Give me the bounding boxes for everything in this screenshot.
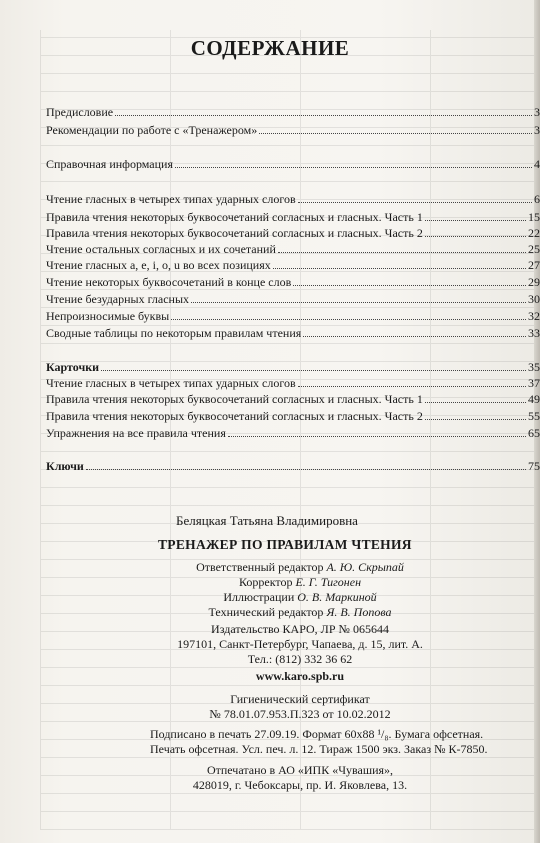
toc-entry-page: 3 bbox=[534, 105, 540, 119]
toc-leader-dots bbox=[293, 274, 526, 286]
toc-entry bbox=[46, 156, 540, 172]
toc-entry-label: Предисловие bbox=[46, 105, 114, 119]
page-title: СОДЕРЖАНИЕ bbox=[190, 36, 350, 60]
toc-leader-dots bbox=[298, 191, 532, 203]
printer-line-1: Отпечатано в АО «ИПК «Чувашия», bbox=[206, 763, 394, 777]
toc-entry bbox=[46, 375, 540, 391]
toc-leader-dots bbox=[278, 241, 526, 253]
certificate-line-2: № 78.01.07.953.П.323 от 10.02.2012 bbox=[209, 707, 391, 721]
toc-entry-page: 35 bbox=[528, 360, 540, 374]
toc-entry bbox=[46, 257, 540, 273]
toc-entry-label: Правила чтения некоторых буквосочетаний согласных и гласных. Часть 2 bbox=[46, 409, 423, 423]
toc-entry bbox=[46, 191, 540, 207]
toc-entry bbox=[46, 104, 540, 120]
print-info-line-1: Подписано в печать 27.09.19. Формат 60x88 ¹/₈. Бумага офсетная. bbox=[150, 727, 484, 741]
toc-leader-dots bbox=[425, 408, 526, 420]
publisher-line-1: Издательство КАРО, ЛР № 065644 bbox=[211, 622, 389, 636]
publisher-line-3: Тел.: (812) 332 36 62 bbox=[247, 652, 353, 666]
toc-entry-label: Упражнения на все правила чтения bbox=[46, 426, 226, 440]
toc-entry bbox=[46, 359, 540, 375]
toc-entry-label: Чтение некоторых буквосочетаний в конце слов bbox=[46, 275, 292, 289]
publisher-block bbox=[150, 622, 450, 667]
toc-leader-dots bbox=[425, 209, 526, 221]
toc-entry bbox=[46, 225, 540, 241]
toc-entry bbox=[46, 122, 540, 138]
certificate-line-1: Гигиенический сертификат bbox=[230, 692, 370, 706]
toc-entry-page: 27 bbox=[528, 258, 540, 272]
toc-entry-label: Карточки bbox=[46, 360, 100, 374]
toc-leader-dots bbox=[425, 391, 526, 403]
toc-entry-page: 6 bbox=[534, 192, 540, 206]
toc-entry-label: Правила чтения некоторых буквосочетаний согласных и гласных. Часть 2 bbox=[46, 226, 423, 240]
toc-entry-page: 3 bbox=[534, 123, 540, 137]
publisher-website: www.karo.spb.ru bbox=[255, 669, 345, 683]
toc-entry-page: 55 bbox=[528, 409, 540, 423]
toc-entry bbox=[46, 408, 540, 424]
toc-entry-page: 32 bbox=[528, 309, 540, 323]
certificate-block bbox=[150, 692, 450, 722]
toc-leader-dots bbox=[259, 122, 532, 134]
toc-entry-page: 37 bbox=[528, 376, 540, 390]
toc-leader-dots bbox=[175, 156, 532, 168]
book-title: ТРЕНАЖЕР ПО ПРАВИЛАМ ЧТЕНИЯ bbox=[158, 537, 412, 552]
toc-entry bbox=[46, 458, 540, 474]
toc-entry-label: Справочная информация bbox=[46, 157, 173, 171]
toc-entry bbox=[46, 291, 540, 307]
toc-entry-page: 33 bbox=[528, 326, 540, 340]
toc-entry-page: 65 bbox=[528, 426, 540, 440]
toc-entry bbox=[46, 325, 540, 341]
print-info-line-2: Печать офсетная. Усл. печ. л. 12. Тираж 1500 экз. Заказ № К-7850. bbox=[150, 742, 488, 756]
toc-leader-dots bbox=[303, 325, 526, 337]
toc-entry-label: Непроизносимые буквы bbox=[46, 309, 170, 323]
printer-line-2: 428019, г. Чебоксары, пр. И. Яковлева, 13. bbox=[192, 778, 408, 792]
toc-entry-label: Чтение гласных a, e, i, o, u во всех позициях bbox=[46, 258, 271, 272]
toc-entry-label: Чтение гласных в четырех типах ударных слогов bbox=[46, 192, 296, 206]
toc-leader-dots bbox=[115, 104, 532, 116]
toc-entry bbox=[46, 241, 540, 257]
toc-entry-page: 25 bbox=[528, 242, 540, 256]
toc-entry-page: 15 bbox=[528, 210, 540, 224]
toc-entry-page: 29 bbox=[528, 275, 540, 289]
credits-block bbox=[150, 560, 450, 620]
toc-entry-label: Чтение безударных гласных bbox=[46, 292, 190, 306]
toc-leader-dots bbox=[86, 458, 526, 470]
toc-leader-dots bbox=[228, 425, 526, 437]
toc-entry-label: Ключи bbox=[46, 459, 84, 473]
toc-entry bbox=[46, 308, 540, 324]
toc-entry-label: Сводные таблицы по некоторым правилам чтения bbox=[46, 326, 302, 340]
toc-entry-label: Рекомендации по работе с «Тренажером» bbox=[46, 123, 258, 137]
toc-entry bbox=[46, 391, 540, 407]
toc-entry-label: Чтение гласных в четырех типах ударных слогов bbox=[46, 376, 296, 390]
credit-corrector: Корректор Е. Г. Тигонен bbox=[238, 575, 362, 589]
toc-entry bbox=[46, 274, 540, 290]
toc-leader-dots bbox=[171, 308, 526, 320]
credit-tech-editor: Технический редактор Я. В. Попова bbox=[208, 605, 392, 619]
toc-entry-page: 30 bbox=[528, 292, 540, 306]
print-info-block bbox=[150, 727, 488, 757]
publisher-line-2: 197101, Санкт-Петербург, Чапаева, д. 15, лит. А. bbox=[177, 637, 423, 651]
toc-leader-dots bbox=[101, 359, 526, 371]
toc-entry-page: 22 bbox=[528, 226, 540, 240]
credit-editor: Ответственный редактор А. Ю. Скрыпай bbox=[196, 560, 404, 574]
toc-entry-page: 4 bbox=[534, 157, 540, 171]
author-name: Беляцкая Татьяна Владимировна bbox=[176, 513, 358, 528]
toc-entry-page: 49 bbox=[528, 392, 540, 406]
toc-leader-dots bbox=[298, 375, 526, 387]
printer-block bbox=[150, 763, 450, 793]
toc-leader-dots bbox=[273, 257, 526, 269]
credit-illustrations: Иллюстрации О. В. Маркиной bbox=[223, 590, 377, 604]
toc-entry-label: Чтение остальных согласных и их сочетаний bbox=[46, 242, 276, 256]
toc-entry-label: Правила чтения некоторых буквосочетаний согласных и гласных. Часть 1 bbox=[46, 392, 423, 406]
toc-entry-page: 75 bbox=[528, 459, 540, 473]
toc-entry bbox=[46, 425, 540, 441]
toc-entry bbox=[46, 209, 540, 225]
toc-leader-dots bbox=[425, 225, 526, 237]
toc-entry-label: Правила чтения некоторых буквосочетаний согласных и гласных. Часть 1 bbox=[46, 210, 423, 224]
toc-leader-dots bbox=[191, 291, 526, 303]
